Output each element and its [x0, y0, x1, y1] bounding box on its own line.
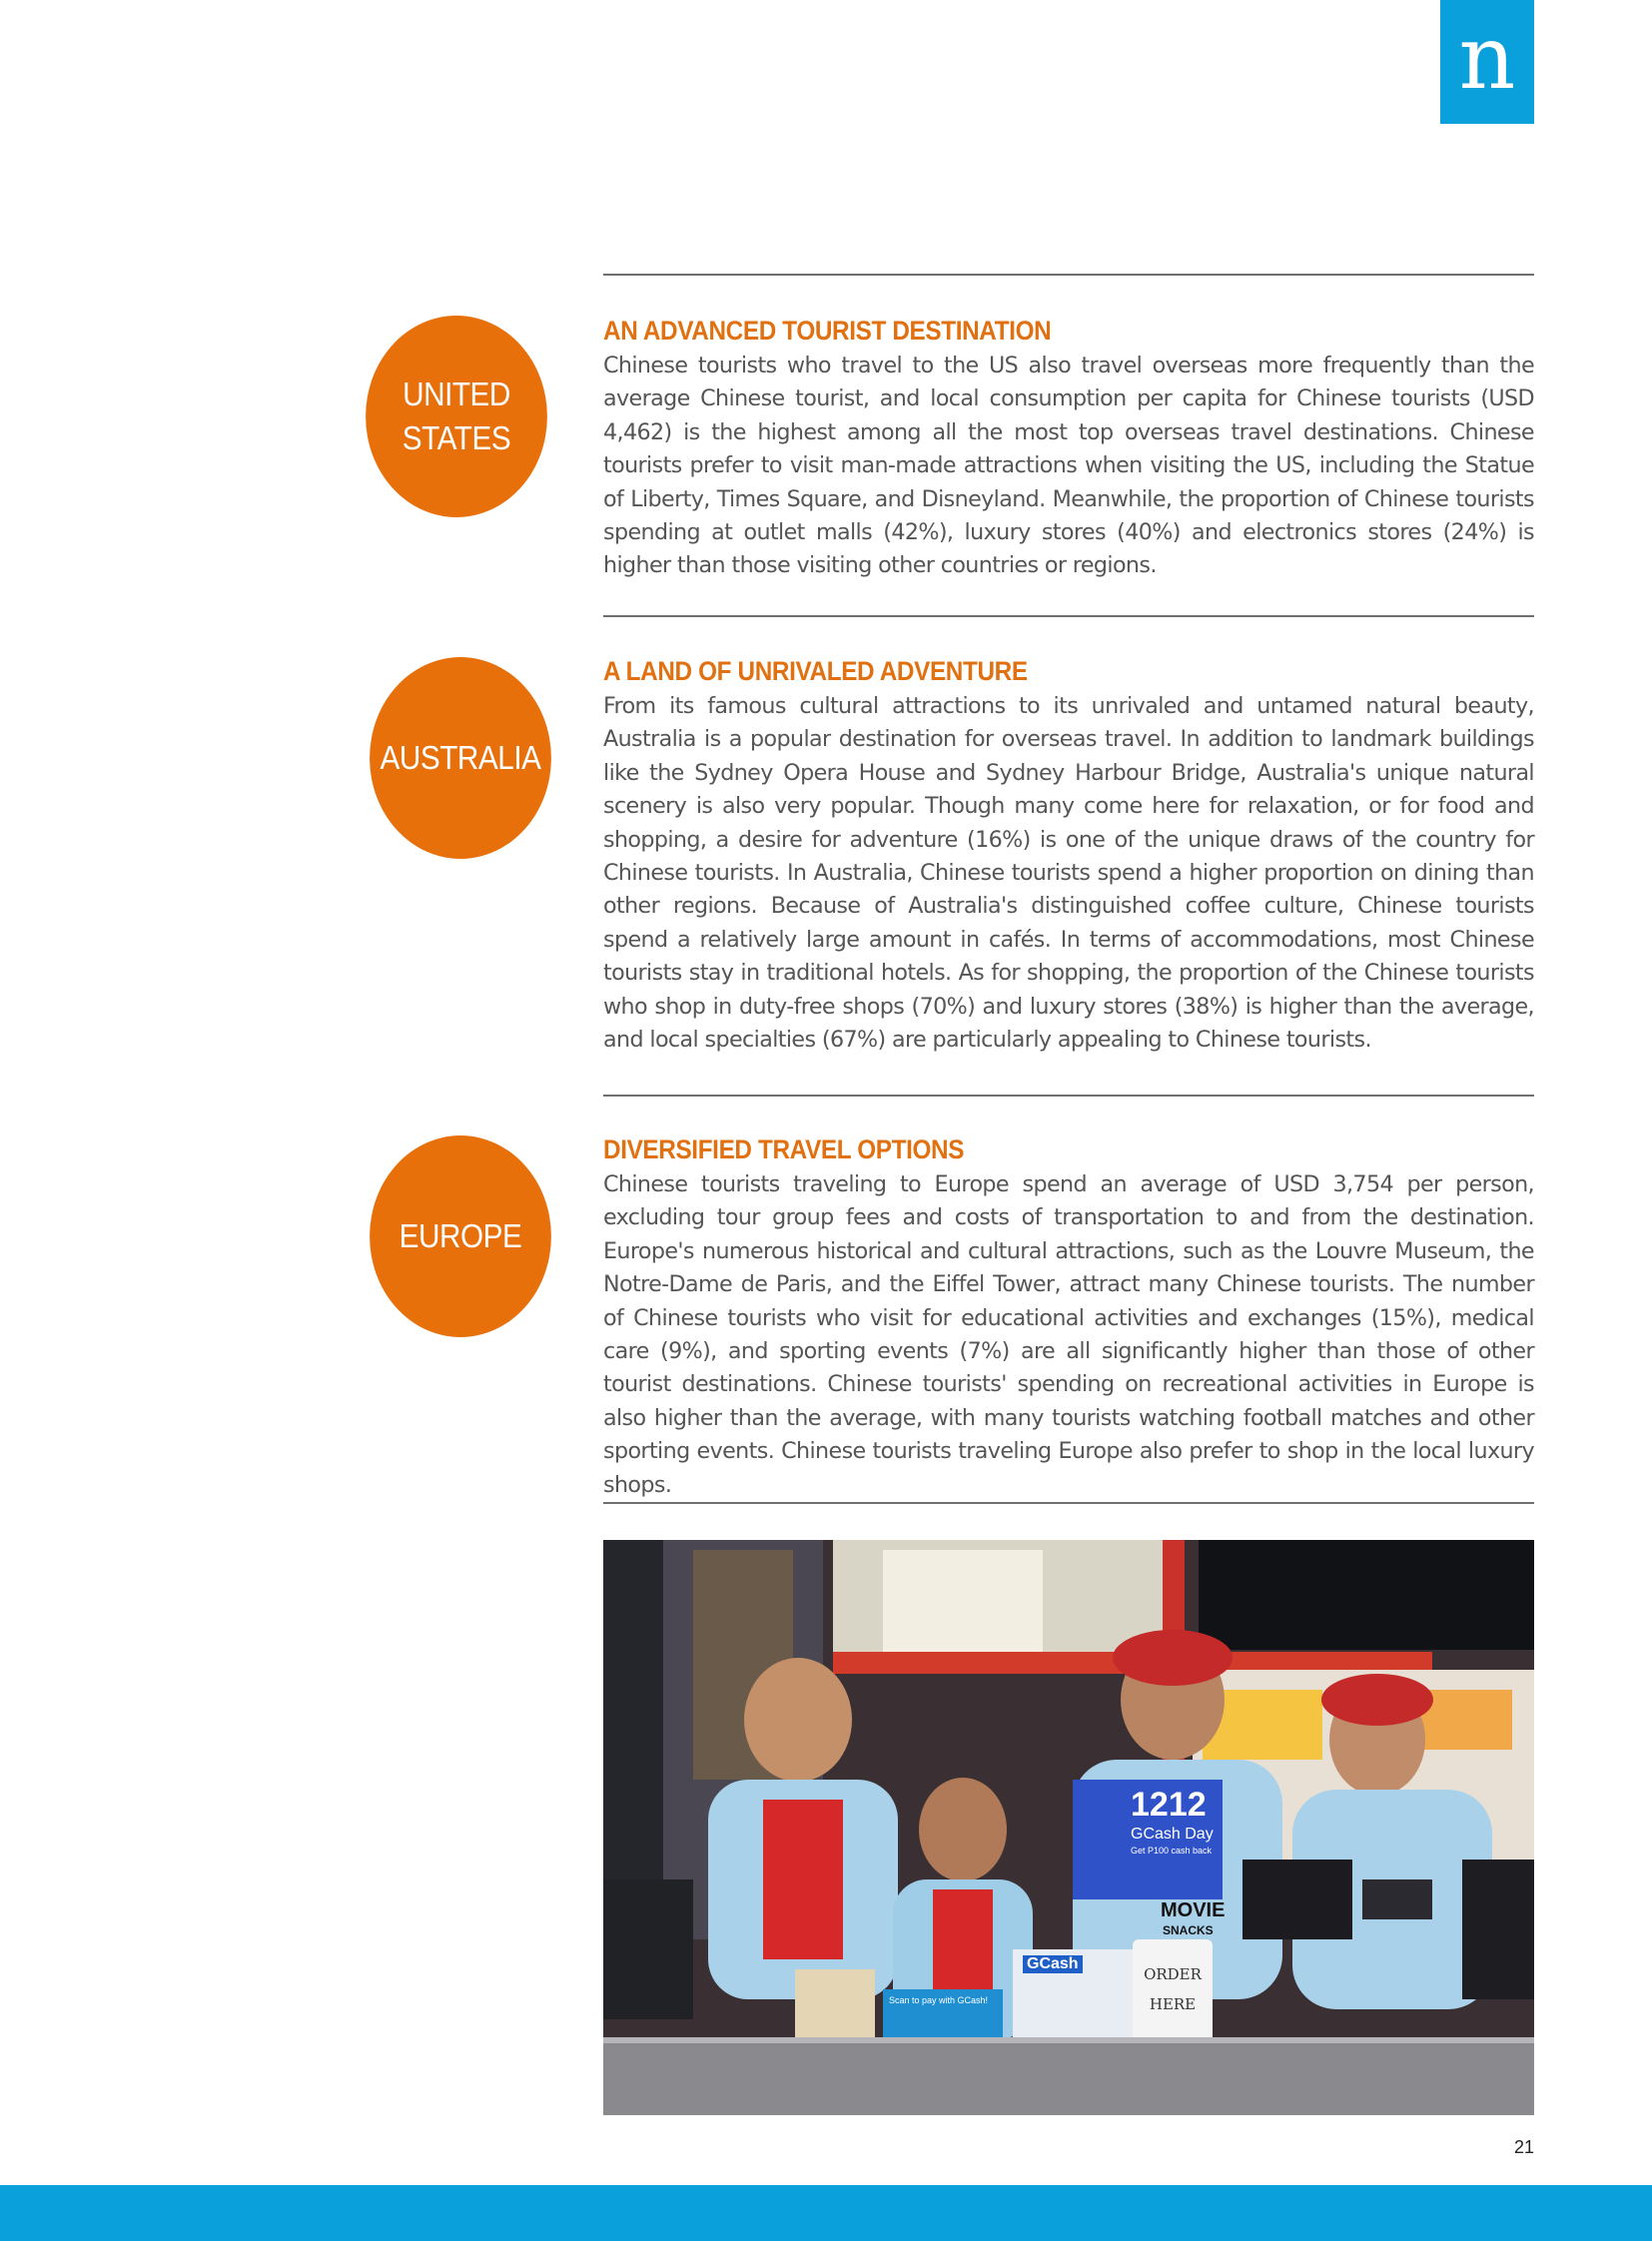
poster-number: 1212 [1131, 1786, 1207, 1824]
divider-bottom [603, 1502, 1534, 1504]
section-body: Chinese tourists traveling to Europe spend an average of USD 3,754 per person, excluding tour group fees and costs of transportation to and from the destination. Europe's numerous historical and cultural attractions, such as the Louvre Museum, the Notre-Dame de Paris, and the Eiffel Tower, attract many Chinese tourists. The number of Chinese tourists who visit for educational activities and exchanges (15%), medical care (9%), and sporting events (7%) are all significantly higher than those of other tourist destinations. Chinese tourists' spending on recreational activities in Europe is also higher than the average, with many tourists watching football matches and other sporting events. Chinese tourists traveling Europe also prefer to shop in the local luxury shops. [603, 1171, 1534, 1498]
poster-title: GCash Day [1131, 1826, 1214, 1843]
badge-line: EUROPE [399, 1217, 522, 1254]
badge-line: STATES [402, 419, 511, 456]
footer-bar [0, 2185, 1652, 2241]
gcash-label: GCash [1023, 1955, 1083, 1973]
staff-photo [603, 1540, 1534, 2115]
page-number: 21 [1513, 2137, 1534, 2157]
badge-line: AUSTRALIA [380, 739, 541, 776]
badge-line: UNITED [403, 375, 510, 412]
section-australia [603, 654, 1534, 1057]
scan-label: Scan to pay with GCash! [889, 1995, 989, 2005]
logo-letter: n [1458, 6, 1516, 109]
section-heading: A LAND OF UNRIVALED ADVENTURE [603, 656, 1028, 686]
divider [603, 1095, 1534, 1097]
section-body: From its famous cultural attractions to its unrivaled and untamed natural beauty, Australia is a popular destination for overseas travel. In addition to landmark buildings like the Sydney Opera House and Sydney Harbour Bridge, Australia's unique natural scenery is also very popular. Though many come here for relaxation, or for food and shopping, a desire for adventure (16%) is one of the unique draws of the country for Chinese tourists. In Australia, Chinese tourists spend a higher proportion on dining than other regions. Because of Australia's distinguished coffee culture, Chinese tourists spend a relatively large amount in cafés. In terms of accommodations, most Chinese tourists stay in traditional hotels. As for shopping, the proportion of the Chinese tourists who shop in duty-free shops (70%) and luxury stores (38%) is higher than the average, and local specialties (67%) are particularly appealing to Chinese tourists. [603, 693, 1534, 1054]
section-europe [603, 1132, 1534, 1502]
divider-top [603, 274, 1534, 276]
section-heading: AN ADVANCED TOURIST DESTINATION [603, 316, 1052, 346]
apron-text: MOVIE [1161, 1899, 1226, 1921]
order-sign-line: ORDER [1144, 1965, 1202, 1983]
divider [603, 615, 1534, 617]
order-sign-line: HERE [1149, 1995, 1197, 2013]
badge-australia [370, 657, 551, 859]
apron-text-2: SNACKS [1163, 1923, 1214, 1937]
section-heading: DIVERSIFIED TRAVEL OPTIONS [603, 1134, 965, 1164]
poster-subtitle: Get P100 cash back [1131, 1846, 1213, 1856]
badge-united-states [366, 316, 547, 517]
section-body: Chinese tourists who travel to the US also travel overseas more frequently than the average Chinese tourist, and local consumption per capita for Chinese tourists (USD 4,462) is the highest among all the most top overseas travel destinations. Chinese tourists prefer to visit man-made attractions when visiting the US, including the Statue of Liberty, Times Square, and Disneyland. Meanwhile, the proportion of Chinese tourists spending at outlet malls (42%), luxury stores (40%) and electronics stores (24%) is higher than those visiting other countries or regions. [603, 353, 1534, 579]
badge-europe [370, 1135, 551, 1337]
section-united-states [603, 314, 1534, 583]
order-sign [1137, 1959, 1209, 2019]
nielsen-logo [1440, 0, 1534, 124]
